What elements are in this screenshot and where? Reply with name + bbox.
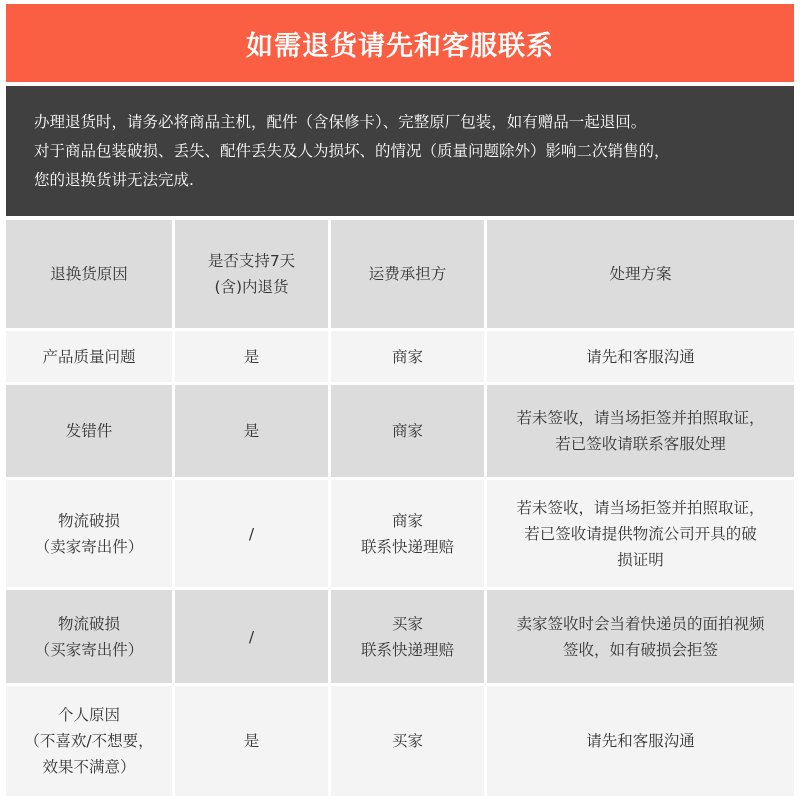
cell-support: /	[175, 590, 328, 683]
cell-solution: 请先和客服沟通	[487, 331, 794, 382]
cell-freight: 商家	[331, 385, 484, 477]
cell-solution: 若未签收，请当场拒签并拍照取证， 若已签收请提供物流公司开具的破 损证明	[487, 480, 794, 587]
cell-reason: 物流破损 （卖家寄出件）	[6, 480, 172, 587]
cell-reason: 产品质量问题	[6, 331, 172, 382]
return-notice	[6, 86, 794, 216]
cell-support: 是	[175, 331, 328, 382]
header-freight: 运费承担方	[331, 220, 484, 328]
cell-support: /	[175, 480, 328, 587]
cell-reason: 个人原因 （不喜欢/不想要， 效果不满意）	[6, 686, 172, 796]
cell-reason: 发错件	[6, 385, 172, 477]
table-row	[6, 590, 794, 683]
cell-freight: 商家 联系快递理赔	[331, 480, 484, 587]
cell-solution: 卖家签收时会当着快递员的面拍视频 签收，如有破损会拒签	[487, 590, 794, 683]
cell-solution: 请先和客服沟通	[487, 686, 794, 796]
cell-support: 是	[175, 385, 328, 477]
cell-reason: 物流破损 （买家寄出件）	[6, 590, 172, 683]
page-title: 如需退货请先和客服联系	[6, 4, 794, 82]
table-row	[6, 331, 794, 382]
cell-solution: 若未签收，请当场拒签并拍照取证， 若已签收请联系客服处理	[487, 385, 794, 477]
cell-freight: 买家	[331, 686, 484, 796]
header-solution: 处理方案	[487, 220, 794, 328]
notice-line: 办理退货时，请务必将商品主机，配件（含保修卡）、完整原厂包装，如有赠品一起退回。	[34, 113, 647, 131]
cell-freight: 商家	[331, 331, 484, 382]
return-policy-table	[6, 220, 794, 798]
header-support: 是否支持7天 (含)内退货	[175, 220, 328, 328]
table-row	[6, 480, 794, 587]
header-reason: 退换货原因	[6, 220, 172, 328]
notice-line: 对于商品包装破损、丢失、配件丢失及人为损坏、的情况（质量问题除外）影响二次销售的，	[34, 142, 670, 160]
cell-freight: 买家 联系快递理赔	[331, 590, 484, 683]
cell-support: 是	[175, 686, 328, 796]
table-header-row	[6, 220, 794, 328]
table-row	[6, 686, 794, 796]
table-row	[6, 385, 794, 477]
notice-line: 您的退换货讲无法完成.	[34, 171, 194, 189]
